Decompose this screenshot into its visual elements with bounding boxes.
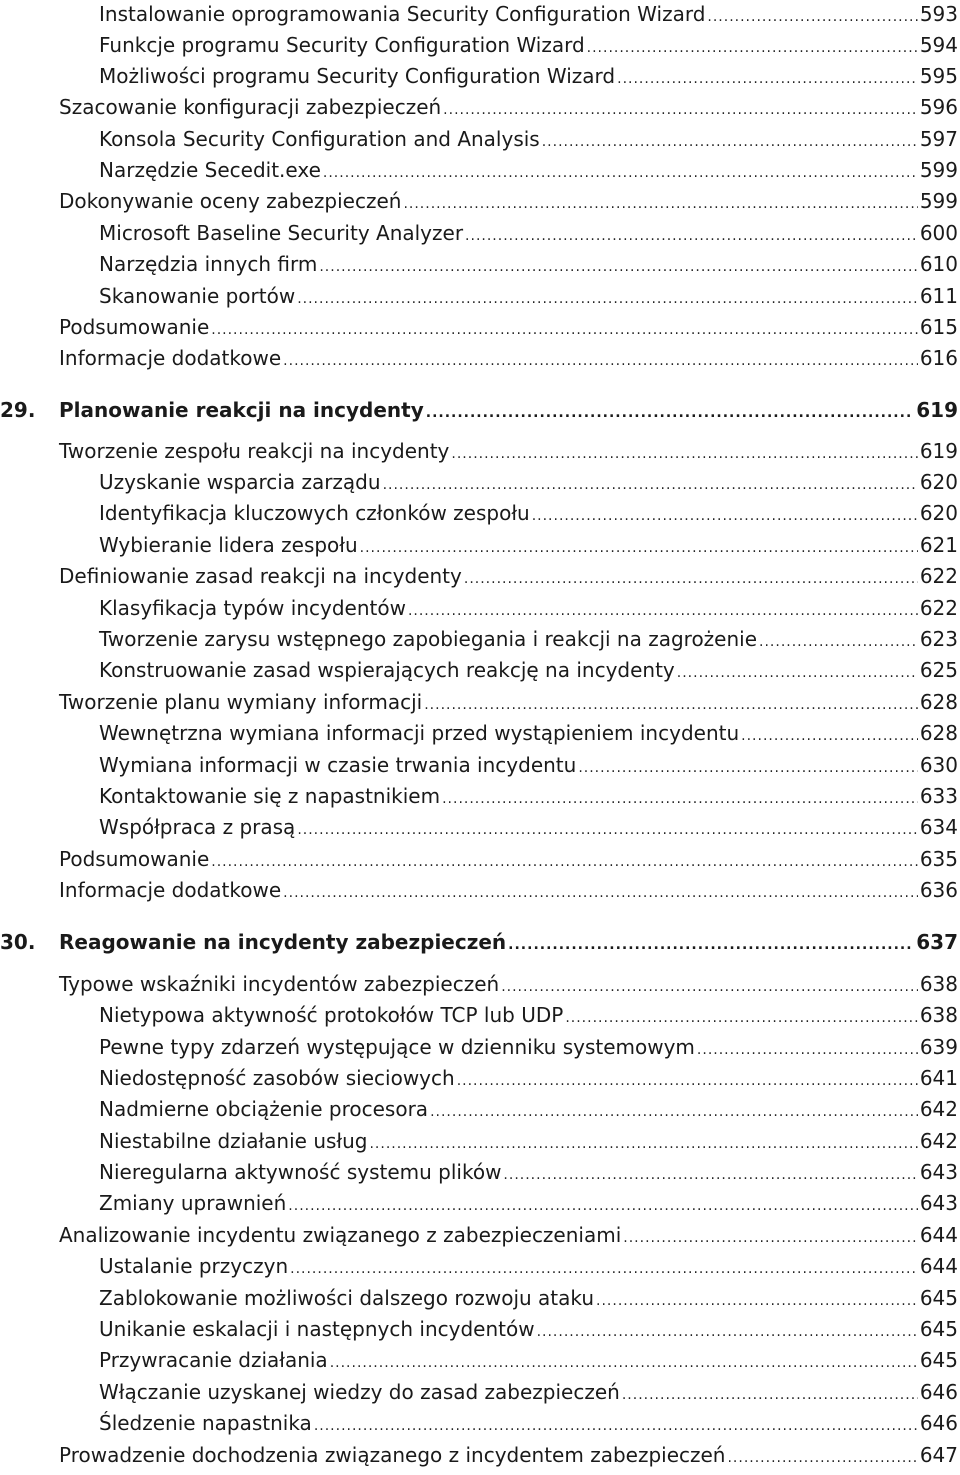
toc-entry-page: 628 bbox=[919, 721, 958, 745]
toc-entry[interactable] bbox=[59, 561, 958, 592]
toc-entry-title: Nieregularna aktywność systemu plików bbox=[99, 1160, 502, 1184]
toc-entry-title: Konsola Security Configuration and Analysis bbox=[99, 127, 540, 151]
toc-entry-title: Prowadzenie dochodzenia związanego z incydentem zabezpieczeń bbox=[59, 1443, 726, 1467]
toc-entry-page: 634 bbox=[919, 815, 958, 839]
toc-entry-title: Klasyfikacja typów incydentów bbox=[99, 596, 406, 620]
dot-leader bbox=[578, 753, 917, 784]
dot-leader bbox=[426, 396, 913, 430]
toc-entry-title: Uzyskanie wsparcia zarządu bbox=[99, 470, 381, 494]
dot-leader bbox=[211, 847, 918, 878]
dot-leader bbox=[314, 1411, 918, 1442]
dot-leader bbox=[430, 1097, 918, 1128]
toc-entry-title: Narzędzia innych firm bbox=[99, 252, 318, 276]
toc-entry-page: 620 bbox=[919, 501, 958, 525]
dot-leader bbox=[369, 1129, 917, 1160]
dot-leader bbox=[532, 501, 918, 532]
toc-entry-page: 638 bbox=[919, 1003, 958, 1027]
toc-entry-page: 644 bbox=[919, 1223, 958, 1247]
toc-chapter-30[interactable] bbox=[0, 925, 958, 959]
toc-entry-title: Pewne typy zdarzeń występujące w dzienniku systemowym bbox=[99, 1035, 695, 1059]
dot-leader bbox=[442, 784, 918, 815]
toc-entry-title: Kontaktowanie się z napastnikiem bbox=[99, 784, 441, 808]
dot-leader bbox=[596, 1286, 918, 1317]
dot-leader bbox=[707, 2, 917, 33]
dot-leader bbox=[451, 439, 917, 470]
toc-entry[interactable] bbox=[59, 1220, 958, 1251]
toc-entry[interactable] bbox=[99, 281, 958, 312]
dot-leader bbox=[464, 564, 918, 595]
chapter-title: Planowanie reakcji na incydenty bbox=[59, 398, 424, 422]
toc-entry-page: 600 bbox=[919, 221, 958, 245]
dot-leader bbox=[537, 1317, 918, 1348]
toc-entry-page: 638 bbox=[919, 972, 958, 996]
toc-entry[interactable] bbox=[99, 467, 958, 498]
toc-entry[interactable] bbox=[99, 1314, 958, 1345]
toc-entry-page: 645 bbox=[919, 1348, 958, 1372]
chapter-number: 29. bbox=[0, 398, 36, 422]
dot-leader bbox=[508, 928, 912, 962]
dot-leader bbox=[565, 1003, 918, 1034]
toc-entry[interactable] bbox=[99, 124, 958, 155]
toc-entry[interactable] bbox=[59, 687, 958, 718]
toc-entry-title: Szacowanie konfiguracji zabezpieczeń bbox=[59, 95, 442, 119]
toc-entry[interactable] bbox=[99, 1408, 958, 1439]
toc-entry-page: 621 bbox=[919, 533, 958, 557]
toc-entry-page: 622 bbox=[919, 596, 958, 620]
toc-entry[interactable] bbox=[99, 750, 958, 781]
dot-leader bbox=[759, 627, 918, 658]
toc-entry-title: Definiowanie zasad reakcji na incydenty bbox=[59, 564, 462, 588]
toc-entry[interactable] bbox=[99, 1377, 958, 1408]
toc-entry[interactable] bbox=[99, 624, 958, 655]
dot-leader bbox=[330, 1348, 918, 1379]
dot-leader bbox=[283, 346, 918, 377]
toc-entry-title: Śledzenie napastnika bbox=[99, 1411, 312, 1435]
toc-entry-page: 593 bbox=[919, 2, 958, 26]
toc-entry[interactable] bbox=[99, 1188, 958, 1219]
dot-leader bbox=[424, 690, 918, 721]
toc-entry-page: 597 bbox=[919, 127, 958, 151]
toc-entry-title: Wybieranie lidera zespołu bbox=[99, 533, 358, 557]
dot-leader bbox=[290, 1254, 918, 1285]
dot-leader bbox=[617, 64, 918, 95]
toc-entry-page: 643 bbox=[919, 1191, 958, 1215]
toc-entry-page: 641 bbox=[919, 1066, 958, 1090]
dot-leader bbox=[443, 95, 918, 126]
toc-entry-title: Informacje dodatkowe bbox=[59, 346, 282, 370]
dot-leader bbox=[697, 1035, 918, 1066]
toc-entry-page: 644 bbox=[919, 1254, 958, 1278]
toc-entry[interactable] bbox=[99, 1032, 958, 1063]
toc-entry-page: 623 bbox=[919, 627, 958, 651]
toc-entry[interactable] bbox=[99, 1251, 958, 1282]
toc-entry[interactable] bbox=[59, 312, 958, 343]
toc-entry-page: 642 bbox=[919, 1097, 958, 1121]
toc-entry[interactable] bbox=[99, 1094, 958, 1125]
toc-entry-page: 619 bbox=[919, 439, 958, 463]
dot-leader bbox=[211, 315, 918, 346]
dot-leader bbox=[319, 252, 917, 283]
toc-entry-title: Ustalanie przyczyn bbox=[99, 1254, 289, 1278]
toc-entry-title: Narzędzie Secedit.exe bbox=[99, 158, 321, 182]
toc-entry-title: Włączanie uzyskanej wiedzy do zasad zabezpieczeń bbox=[99, 1380, 620, 1404]
toc-entry-title: Nadmierne obciążenie procesora bbox=[99, 1097, 429, 1121]
toc-entry[interactable] bbox=[59, 969, 958, 1000]
dot-leader bbox=[677, 658, 918, 689]
dot-leader bbox=[501, 972, 918, 1003]
toc-entry-page: 645 bbox=[919, 1286, 958, 1310]
toc-entry-page: 611 bbox=[919, 284, 958, 308]
toc-entry-page: 643 bbox=[919, 1160, 958, 1184]
toc-entry[interactable] bbox=[99, 155, 958, 186]
toc-entry-title: Instalowanie oprogramowania Security Configuration Wizard bbox=[99, 2, 706, 26]
toc-entry[interactable] bbox=[99, 1345, 958, 1376]
toc-entry[interactable] bbox=[59, 186, 958, 217]
toc-entry[interactable] bbox=[99, 1126, 958, 1157]
dot-leader bbox=[383, 470, 918, 501]
toc-chapter-29[interactable] bbox=[0, 393, 958, 427]
toc-entry-title: Skanowanie portów bbox=[99, 284, 296, 308]
toc-entry-page: 610 bbox=[919, 252, 958, 276]
toc-entry-title: Konstruowanie zasad wspierających reakcję na incydenty bbox=[99, 658, 675, 682]
toc-entry-title: Tworzenie planu wymiany informacji bbox=[59, 690, 423, 714]
toc-entry[interactable] bbox=[99, 1063, 958, 1094]
toc-entry[interactable] bbox=[99, 249, 958, 280]
dot-leader bbox=[741, 721, 918, 752]
toc-entry-page: 622 bbox=[919, 564, 958, 588]
toc-entry[interactable] bbox=[99, 593, 958, 624]
dot-leader bbox=[297, 284, 918, 315]
toc-entry-page: 646 bbox=[919, 1411, 958, 1435]
toc-entry-title: Informacje dodatkowe bbox=[59, 878, 282, 902]
chapter-page: 619 bbox=[916, 398, 958, 422]
toc-entry-title: Niestabilne działanie usług bbox=[99, 1129, 368, 1153]
toc-entry-page: 595 bbox=[919, 64, 958, 88]
toc-entry-title: Funkcje programu Security Configuration Wizard bbox=[99, 33, 585, 57]
toc-entry-page: 645 bbox=[919, 1317, 958, 1341]
toc-entry-page: 628 bbox=[919, 690, 958, 714]
toc-entry[interactable] bbox=[99, 781, 958, 812]
toc-entry[interactable] bbox=[59, 92, 958, 123]
toc-entry[interactable] bbox=[99, 655, 958, 686]
toc-entry-title: Dokonywanie oceny zabezpieczeń bbox=[59, 189, 402, 213]
toc-entry[interactable] bbox=[99, 1157, 958, 1188]
toc-entry-page: 596 bbox=[919, 95, 958, 119]
dot-leader bbox=[727, 1443, 917, 1474]
toc-entry-page: 599 bbox=[919, 189, 958, 213]
toc-entry-title: Przywracanie działania bbox=[99, 1348, 328, 1372]
dot-leader bbox=[323, 158, 918, 189]
toc-entry-title: Wymiana informacji w czasie trwania incydentu bbox=[99, 753, 577, 777]
toc-entry[interactable] bbox=[99, 0, 958, 30]
toc-entry-page: 647 bbox=[919, 1443, 958, 1467]
dot-leader bbox=[623, 1223, 918, 1254]
toc-entry[interactable] bbox=[99, 498, 958, 529]
toc-entry[interactable] bbox=[59, 875, 958, 906]
toc-entry-page: 646 bbox=[919, 1380, 958, 1404]
toc-entry-title: Wewnętrzna wymiana informacji przed wystąpieniem incydentu bbox=[99, 721, 740, 745]
dot-leader bbox=[403, 189, 917, 220]
toc-entry-title: Zmiany uprawnień bbox=[99, 1191, 287, 1215]
toc-entry-title: Możliwości programu Security Configuration Wizard bbox=[99, 64, 616, 88]
toc-entry-page: 636 bbox=[919, 878, 958, 902]
toc-entry[interactable] bbox=[99, 1283, 958, 1314]
toc-entry-page: 633 bbox=[919, 784, 958, 808]
toc-entry-title: Podsumowanie bbox=[59, 315, 210, 339]
toc-entry[interactable] bbox=[99, 812, 958, 843]
dot-leader bbox=[283, 878, 918, 909]
toc-entry[interactable] bbox=[59, 436, 958, 467]
toc-entry[interactable] bbox=[99, 61, 958, 92]
toc-entry[interactable] bbox=[99, 530, 958, 561]
toc-entry-page: 616 bbox=[919, 346, 958, 370]
dot-leader bbox=[465, 221, 918, 252]
toc-entry-page: 615 bbox=[919, 315, 958, 339]
toc-entry-title: Identyfikacja kluczowych członków zespołu bbox=[99, 501, 530, 525]
toc-entry[interactable] bbox=[59, 844, 958, 875]
toc-entry[interactable] bbox=[99, 218, 958, 249]
toc-entry-page: 639 bbox=[919, 1035, 958, 1059]
dot-leader bbox=[587, 33, 918, 64]
dot-leader bbox=[360, 533, 918, 564]
toc-entry-title: Unikanie eskalacji i następnych incydentów bbox=[99, 1317, 535, 1341]
toc-entry-page: 599 bbox=[919, 158, 958, 182]
dot-leader bbox=[457, 1066, 918, 1097]
chapter-number: 30. bbox=[0, 930, 36, 954]
chapter-title: Reagowanie na incydenty zabezpieczeń bbox=[59, 930, 507, 954]
toc-entry-title: Tworzenie zespołu reakcji na incydenty bbox=[59, 439, 450, 463]
dot-leader bbox=[622, 1380, 918, 1411]
toc-entry[interactable] bbox=[99, 30, 958, 61]
chapter-page: 637 bbox=[916, 930, 958, 954]
toc-entry[interactable] bbox=[59, 1440, 958, 1471]
toc-entry-page: 594 bbox=[919, 33, 958, 57]
toc-entry-page: 620 bbox=[919, 470, 958, 494]
dot-leader bbox=[503, 1160, 917, 1191]
toc-entry-title: Niedostępność zasobów sieciowych bbox=[99, 1066, 455, 1090]
dot-leader bbox=[297, 815, 918, 846]
toc-entry-page: 642 bbox=[919, 1129, 958, 1153]
dot-leader bbox=[408, 596, 918, 627]
toc-entry-page: 635 bbox=[919, 847, 958, 871]
toc-entry[interactable] bbox=[59, 343, 958, 374]
toc-entry-title: Tworzenie zarysu wstępnego zapobiegania i reakcji na zagrożenie bbox=[99, 627, 758, 651]
toc-entry[interactable] bbox=[99, 718, 958, 749]
toc-entry-page: 625 bbox=[919, 658, 958, 682]
dot-leader bbox=[288, 1191, 918, 1222]
toc-entry-title: Współpraca z prasą bbox=[99, 815, 296, 839]
toc-entry-title: Analizowanie incydentu związanego z zabezpieczeniami bbox=[59, 1223, 622, 1247]
toc-entry-page: 630 bbox=[919, 753, 958, 777]
toc-entry-title: Typowe wskaźniki incydentów zabezpieczeń bbox=[59, 972, 500, 996]
toc-entry-title: Microsoft Baseline Security Analyzer bbox=[99, 221, 464, 245]
toc-entry-title: Nietypowa aktywność protokołów TCP lub UDP bbox=[99, 1003, 564, 1027]
toc-entry-title: Zablokowanie możliwości dalszego rozwoju ataku bbox=[99, 1286, 595, 1310]
dot-leader bbox=[542, 127, 918, 158]
toc-entry[interactable] bbox=[99, 1000, 958, 1031]
toc-entry-title: Podsumowanie bbox=[59, 847, 210, 871]
